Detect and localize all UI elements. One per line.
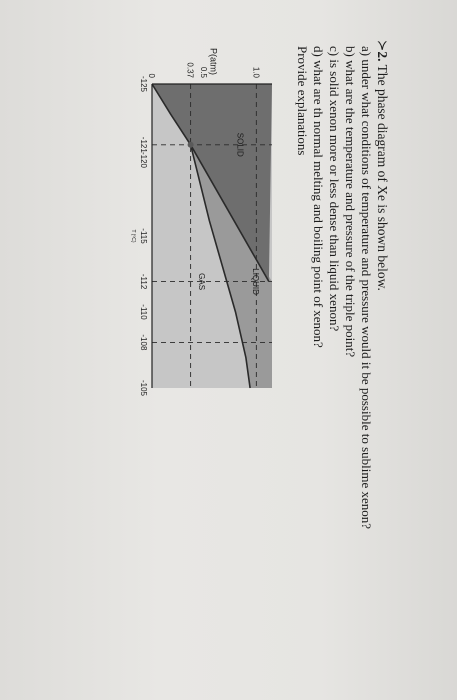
question-number: 2.: [375, 51, 390, 62]
question-mark: ≻: [375, 40, 390, 52]
x-tick-label-0: -125: [139, 75, 148, 93]
x-tick-label-1: -121: [139, 136, 148, 153]
y-tick-label-3: 1.0: [251, 66, 261, 78]
y-tick-label-1: 0.37: [185, 62, 195, 78]
question-part-d: d) what are th normal melting and boiling point of xenon?: [311, 46, 326, 348]
x-tick-label-5: -110: [139, 304, 148, 320]
rotated-worksheet: [130, 40, 390, 660]
x-axis-label: T (ºC): [130, 229, 136, 243]
x-tick-label-2: -120: [139, 151, 148, 169]
x-tick-label-6: -108: [139, 334, 148, 351]
y-tick-label-2: 0.5: [199, 66, 209, 78]
region-label-gas: GAS: [196, 273, 206, 291]
question-part-a: a) under what conditions of temperature and pressure would it be possible to sublime xenon?: [359, 46, 374, 530]
question-part-c: c) is solid xenon more or less dense than liquid xenon?: [327, 46, 342, 332]
x-tick-label-4: -112: [139, 273, 148, 290]
region-label-solid: SOLID: [235, 132, 245, 157]
triple-point-marker: [188, 142, 194, 148]
y-axis-label: P(atm): [208, 48, 219, 75]
region-label-liquid: LIQUID: [251, 268, 261, 295]
x-tick-label-7: -105: [139, 379, 148, 397]
x-tick-label-3: -115: [139, 228, 148, 244]
question-title: The phase diagram of Xe is shown below.: [375, 64, 390, 291]
phase-diagram: [130, 40, 390, 660]
question-part-b: b) what are the temperature and pressure of the triple point?: [343, 46, 358, 358]
question-provide-explanations: Provide explanations: [295, 46, 310, 156]
y-tick-label-0: 0: [147, 73, 156, 78]
